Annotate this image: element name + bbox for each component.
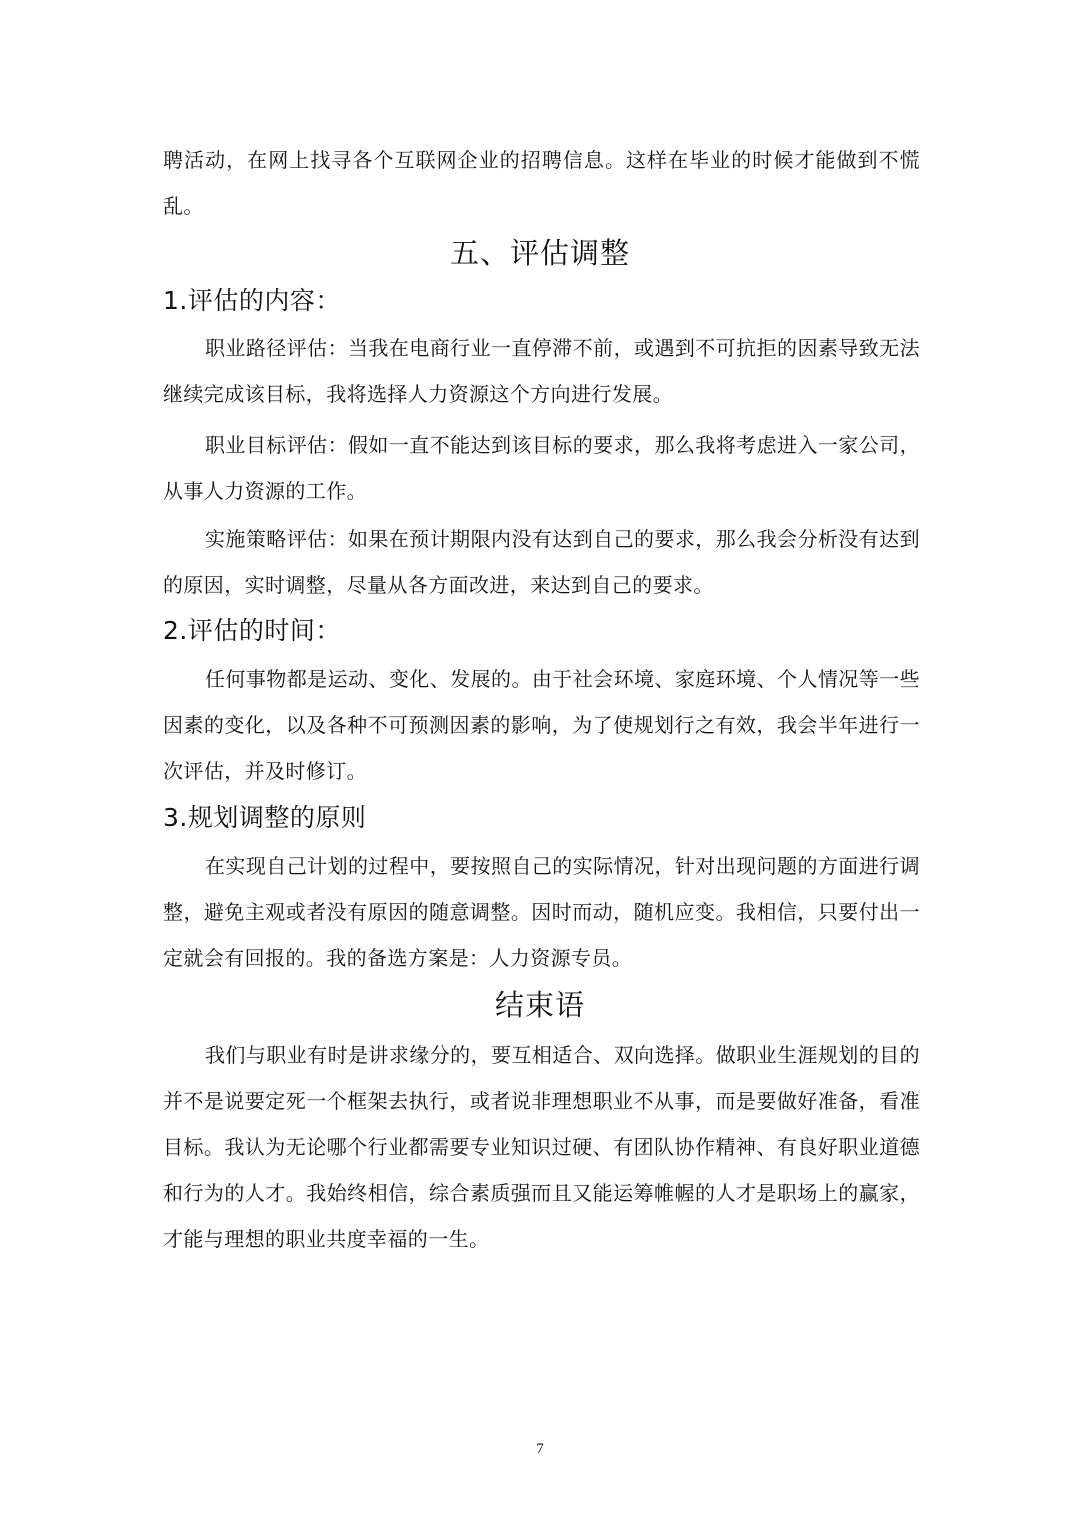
- strategy-evaluation-paragraph: 实施策略评估：如果在预计期限内没有达到自己的要求，那么我会分析没有达到的原因，实时调整，尽量从各方面改进，来达到自己的要求。: [163, 527, 920, 597]
- subsection-1-heading: 1.评估的内容：: [163, 286, 341, 315]
- conclusion-title: 结束语: [494, 988, 585, 1022]
- evaluation-time-paragraph: 任何事物都是运动、变化、发展的。由于社会环境、家庭环境、个人情况等一些因素的变化，以及各种不可预测因素的影响，为了使规划行之有效，我会半年进行一次评估，并及时修订。: [163, 667, 920, 783]
- adjustment-principle-paragraph: 在实现自己计划的过程中，要按照自己的实际情况，针对出现问题的方面进行调整，避免主观或者没有原因的随意调整。因时而动，随机应变。我相信，只要付出一定就会有回报的。我的备选方案是：人力资源专员。: [163, 854, 920, 970]
- subsection-2-heading: 2.评估的时间：: [163, 616, 341, 645]
- page-number: 7: [536, 1441, 544, 1457]
- career-path-evaluation-paragraph: 职业路径评估：当我在电商行业一直停滞不前，或遇到不可抗拒的因素导致无法继续完成该目标，我将选择人力资源这个方向进行发展。: [163, 336, 920, 406]
- conclusion-paragraph: 我们与职业有时是讲求缘分的，要互相适合、双向选择。做职业生涯规划的目的并不是说要定死一个框架去执行，或者说非理想职业不从事，而是要做好准备，看准目标。我认为无论哪个行业都需要专业知识过硬、有团队协作精神、有良好职业道德和行为的人才。我始终相信，综合素质强而且又能运筹帷幄的人才是职场上的赢家，才能与理想的职业共度幸福的一生。: [163, 1043, 920, 1251]
- intro-paragraph: 聘活动，在网上找寻各个互联网企业的招聘信息。这样在毕业的时候才能做到不慌乱。: [163, 148, 920, 218]
- subsection-3-heading: 3.规划调整的原则: [163, 803, 367, 832]
- section-5-title: 五、评估调整: [449, 236, 630, 270]
- career-goal-evaluation-paragraph: 职业目标评估：假如一直不能达到该目标的要求，那么我将考虑进入一家公司，从事人力资源的工作。: [163, 433, 920, 503]
